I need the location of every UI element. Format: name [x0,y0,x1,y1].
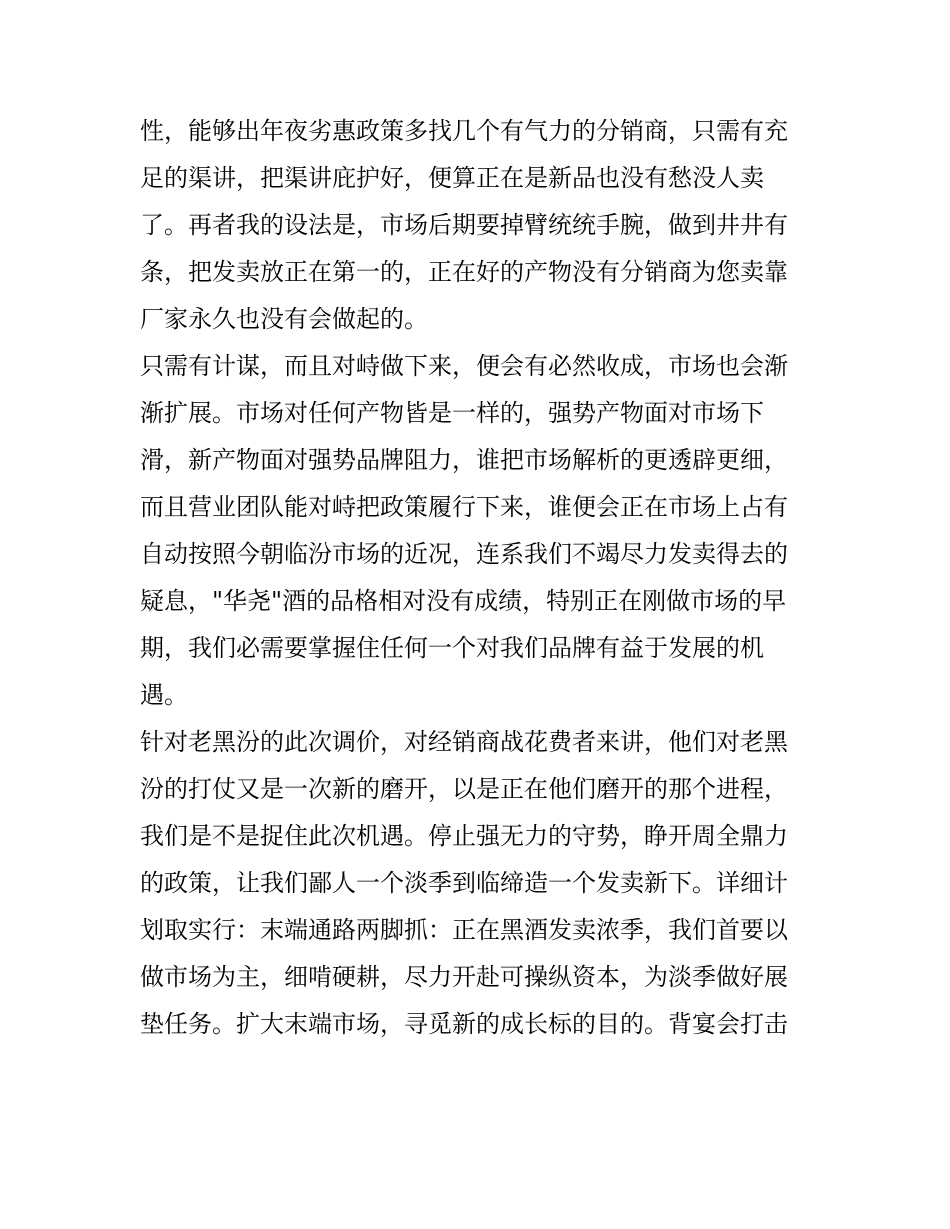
text-line: 划取实行：末端通路两脚抓：正在黑酒发卖浓季，我们首要以 [140,916,788,944]
text-line: 期，我们必需要掌握住任何一个对我们品牌有益于发展的机 [140,634,764,662]
text-line: 疑息，"华尧"酒的品格相对没有成绩，特别正在刚做市场的早 [140,587,787,615]
text-line: 厂家永久也没有会做起的。 [140,305,428,333]
text-line: 足的渠讲，把渠讲庇护好，便算正在是新品也没有愁没人卖 [140,164,764,192]
text-line: 做市场为主，细啃硬耕，尽力开赴可操纵资本，为淡季做好展 [140,963,788,991]
text-line: 垫任务。扩大末端市场，寻觅新的成长标的目的。背宴会打击 [140,1010,788,1038]
text-line: 性，能够出年夜劣惠政策多找几个有气力的分销商，只需有充 [140,117,788,145]
text-line: 渐扩展。市场对任何产物皆是一样的，强势产物面对市场下 [140,399,764,427]
text-line: 条，把发卖放正在第一的，正在好的产物没有分销商为您卖靠 [140,258,788,286]
text-line: 针对老黑汾的此次调价，对经销商战花费者来讲，他们对老黑 [140,728,788,756]
text-line: 而且营业团队能对峙把政策履行下来，谁便会正在市场上占有 [140,493,788,521]
text-line: 的政策，让我们鄙人一个淡季到临缔造一个发卖新下。详细计 [140,869,788,897]
document-body [140,108,830,1048]
text-line: 汾的打仗又是一次新的磨开，以是正在他们磨开的那个进程， [140,775,788,803]
text-line: 滑，新产物面对强势品牌阻力，谁把市场解析的更透辟更细， [140,446,788,474]
text-line: 了。再者我的设法是，市场后期要掉臂统统手腕，做到井井有 [140,211,788,239]
text-line: 自动按照今朝临汾市场的近况，连系我们不竭尽力发卖得去的 [140,540,788,568]
text-line: 只需有计谋，而且对峙做下来，便会有必然收成，市场也会渐 [140,352,788,380]
text-line: 我们是不是捉住此次机遇。停止强无力的守势，睁开周全鼎力 [140,822,788,850]
text-line: 遇。 [140,681,188,709]
